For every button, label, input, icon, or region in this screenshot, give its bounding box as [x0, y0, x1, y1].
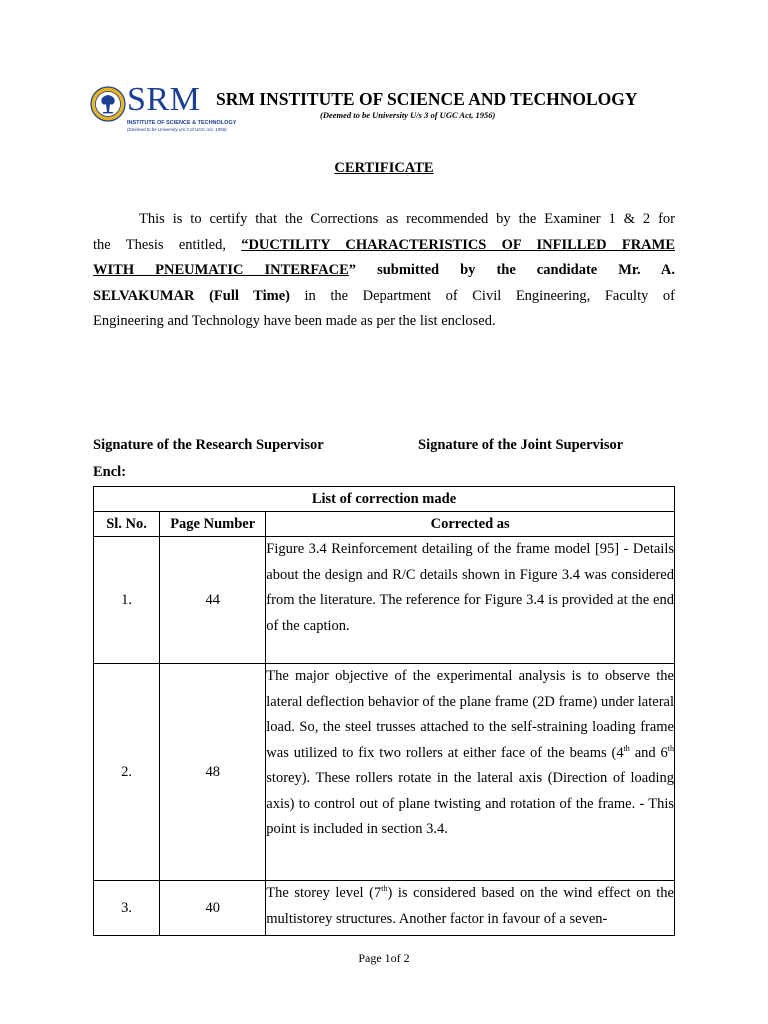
research-supervisor-signature-label: Signature of the Research Supervisor [93, 437, 324, 453]
institute-subtitle: (Deemed to be University U/s 3 of UGC Act, 1956) [320, 110, 496, 120]
logo-subtitle-2: (Deemed to be University u/s 3 of UGC Act, 1956) [127, 127, 227, 132]
srm-seal-icon [90, 86, 126, 122]
paragraph-line-2: the Thesis entitled, “DUCTILITY CHARACTERISTICS OF INFILLED FRAME [93, 236, 675, 253]
table-caption-row [94, 487, 675, 512]
row-correction-text: Figure 3.4 Reinforcement detailing of the frame model [95] - Details about the design and R/C details shown in Figure 3.4 was considered from the literature. The reference for Figure 3.4 is provided at the end of the caption. [266, 537, 675, 664]
row-sl-no: 2. [94, 664, 160, 881]
certificate-paragraph [93, 207, 675, 335]
table-row [94, 881, 675, 936]
joint-supervisor-signature-label: Signature of the Joint Supervisor [418, 437, 624, 453]
candidate-name-cont: SELVAKUMAR (Full Time) [93, 287, 290, 304]
table-row [94, 537, 675, 664]
logo-subtitle: INSTITUTE OF SCIENCE & TECHNOLOGY [127, 120, 237, 126]
paragraph-line-4: SELVAKUMAR (Full Time) in the Department of Civil Engineering, Faculty of [93, 287, 675, 304]
page-number-footer: Page 1of 2 [358, 951, 410, 965]
row-sl-no: 3. [94, 881, 160, 936]
row-page-number: 48 [160, 664, 266, 881]
header-corrected-as: Corrected as [266, 512, 675, 537]
row-page-number: 44 [160, 537, 266, 664]
thesis-title: “DUCTILITY CHARACTERISTICS OF INFILLED FRAME [241, 236, 675, 253]
row-correction-text: The storey level (7th) is considered based on the wind effect on the multistorey structures. Another factor in favour of a seven- [266, 881, 675, 936]
logo-text: SRM [127, 81, 201, 118]
certificate-title: CERTIFICATE [334, 160, 434, 176]
candidate-name: Mr. A. [618, 262, 675, 278]
table-caption: List of correction made [94, 487, 675, 512]
srm-logo [90, 81, 237, 138]
paragraph-line-3: WITH PNEUMATIC INTERFACE” submitted by the candidate Mr. A. [93, 262, 675, 278]
paragraph-line-5: Engineering and Technology have been made as per the list enclosed. [93, 313, 496, 329]
table-header-row [94, 512, 675, 537]
enclosure-label: Encl: [93, 464, 127, 480]
header-page-number: Page Number [160, 512, 266, 537]
header-sl-no: Sl. No. [94, 512, 160, 537]
row-correction-text: The major objective of the experimental analysis is to observe the lateral deflection behavior of the plane frame (2D frame) under lateral load. So, the steel trusses attached to the self-straining loading frame was utilized to fix two rollers at either face of the beams (4th and 6th storey). These rollers rotate in the lateral axis (Direction of loading axis) to control out of plane twisting and rotation of the frame. - This point is included in section 3.4. [266, 664, 675, 881]
table-row [94, 664, 675, 881]
thesis-title-cont: WITH PNEUMATIC INTERFACE [93, 262, 349, 278]
row-sl-no: 1. [94, 537, 160, 664]
institute-name: SRM INSTITUTE OF SCIENCE AND TECHNOLOGY [216, 89, 638, 109]
row-page-number: 40 [160, 881, 266, 936]
corrections-table [93, 486, 675, 936]
paragraph-line-1: This is to certify that the Corrections as recommended by the Examiner 1 & 2 for [139, 211, 675, 227]
